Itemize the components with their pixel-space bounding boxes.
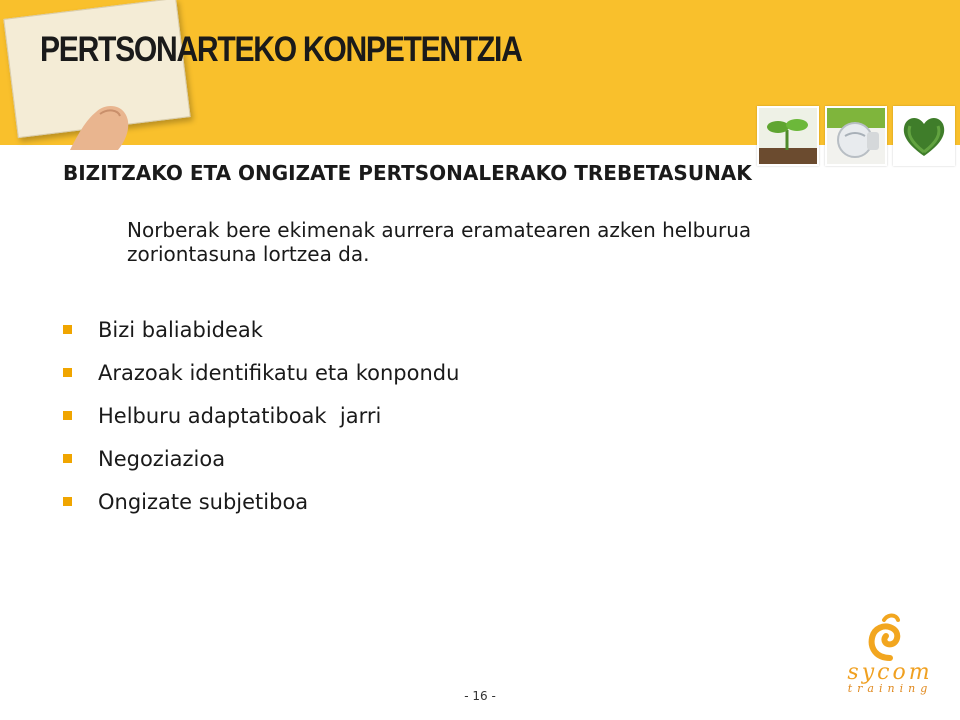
- intro-text: Norberak bere ekimenak aurrera eramatearen azken helburua zoriontasuna lortzea da.: [127, 218, 752, 266]
- square-bullet-icon: [63, 325, 72, 334]
- sycom-logo: [840, 612, 940, 702]
- lightbulb-image: [825, 106, 887, 166]
- square-bullet-icon: [63, 497, 72, 506]
- plant-sprout-image: [757, 106, 819, 166]
- square-bullet-icon: [63, 368, 72, 377]
- logo-tagline: training: [847, 682, 933, 695]
- list-item: Ongizate subjetiboa: [63, 487, 459, 516]
- square-bullet-icon: [63, 411, 72, 420]
- hand-holding-card-image: [0, 0, 160, 150]
- spiral-icon: [840, 612, 940, 662]
- page-number: - 16 -: [464, 689, 496, 703]
- square-bullet-icon: [63, 454, 72, 463]
- leaf-heart-image: [893, 106, 955, 166]
- list-item: Arazoak identifikatu eta konpondu: [63, 358, 459, 387]
- logo-wordmark: sycom: [847, 660, 933, 685]
- list-item: Helburu adaptatiboak jarri: [63, 401, 459, 430]
- bullet-list: [63, 315, 459, 530]
- thumbnail-strip: [757, 106, 955, 166]
- slide-title: PERTSONARTEKO KONPETENTZIA: [40, 30, 522, 69]
- list-item: Negoziazioa: [63, 444, 459, 473]
- section-subtitle: BIZITZAKO ETA ONGIZATE PERTSONALERAKO TREBETASUNAK: [63, 161, 752, 185]
- list-item: Bizi baliabideak: [63, 315, 459, 344]
